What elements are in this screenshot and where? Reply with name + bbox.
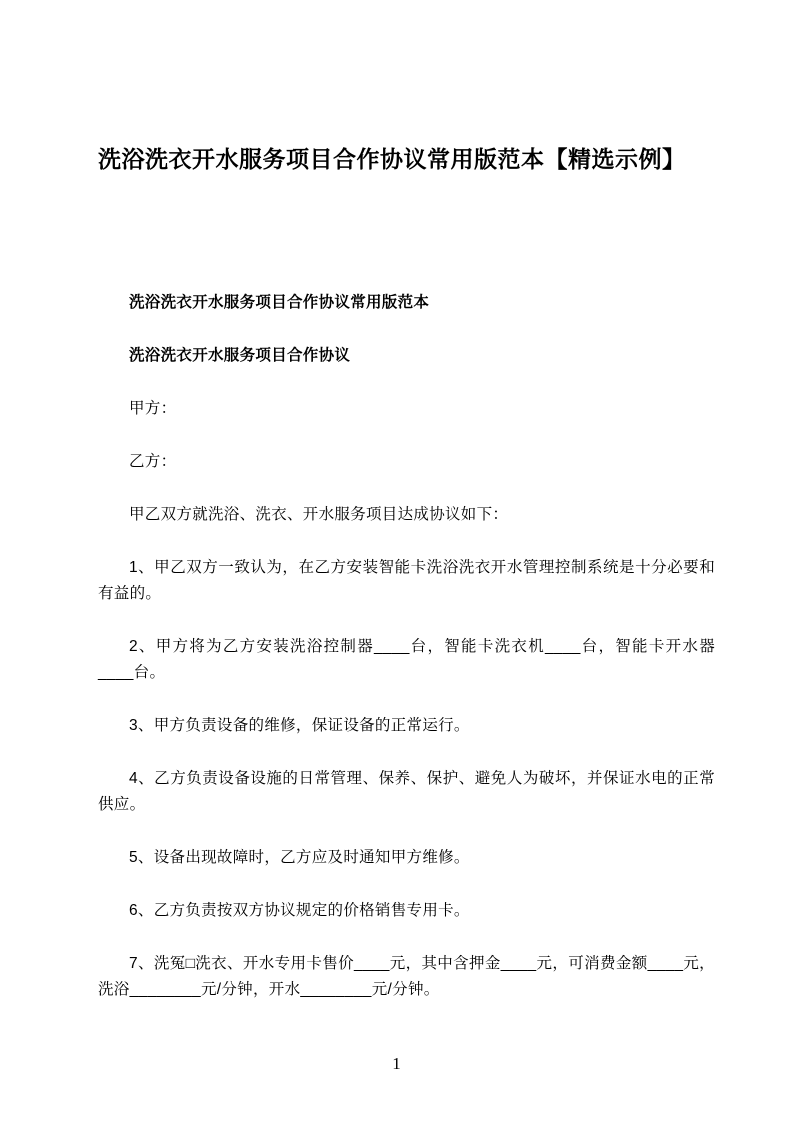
clause-7: 7、洗冤□洗衣、开水专用卡售价____元，其中含押金____元，可消费金额____元，洗浴________元/分钟，开水________元/分钟。	[98, 955, 715, 998]
clause-2: 2、甲方将为乙方安装洗浴控制器____台，智能卡洗衣机____台，智能卡开水器____台。	[98, 638, 715, 681]
clause-3: 3、甲方负责设备的维修，保证设备的正常运行。	[129, 717, 470, 734]
page-number: 1	[392, 1054, 401, 1073]
clause-1: 1、甲乙双方一致认为，在乙方安装智能卡洗浴洗衣开水管理控制系统是十分必要和有益的。	[98, 559, 715, 602]
clause-6: 6、乙方负责按双方协议规定的价格销售专用卡。	[129, 902, 470, 919]
heading-agreement-name: 洗浴洗衣开水服务项目合作协议	[129, 347, 351, 364]
clause-4: 4、乙方负责设备设施的日常管理、保养、保护、避免人为破坏，并保证水电的正常供应。	[98, 770, 715, 813]
document-title: 洗浴洗衣开水服务项目合作协议常用版范本【精选示例】	[98, 146, 686, 172]
party-b-line: 乙方：	[129, 453, 177, 470]
heading-template-name: 洗浴洗衣开水服务项目合作协议常用版范本	[129, 294, 430, 311]
clause-5: 5、设备出现故障时，乙方应及时通知甲方维修。	[129, 849, 470, 866]
preamble-line: 甲乙双方就洗浴、洗衣、开水服务项目达成协议如下：	[129, 506, 509, 523]
document-body	[98, 290, 715, 1003]
party-a-line: 甲方：	[129, 400, 177, 417]
